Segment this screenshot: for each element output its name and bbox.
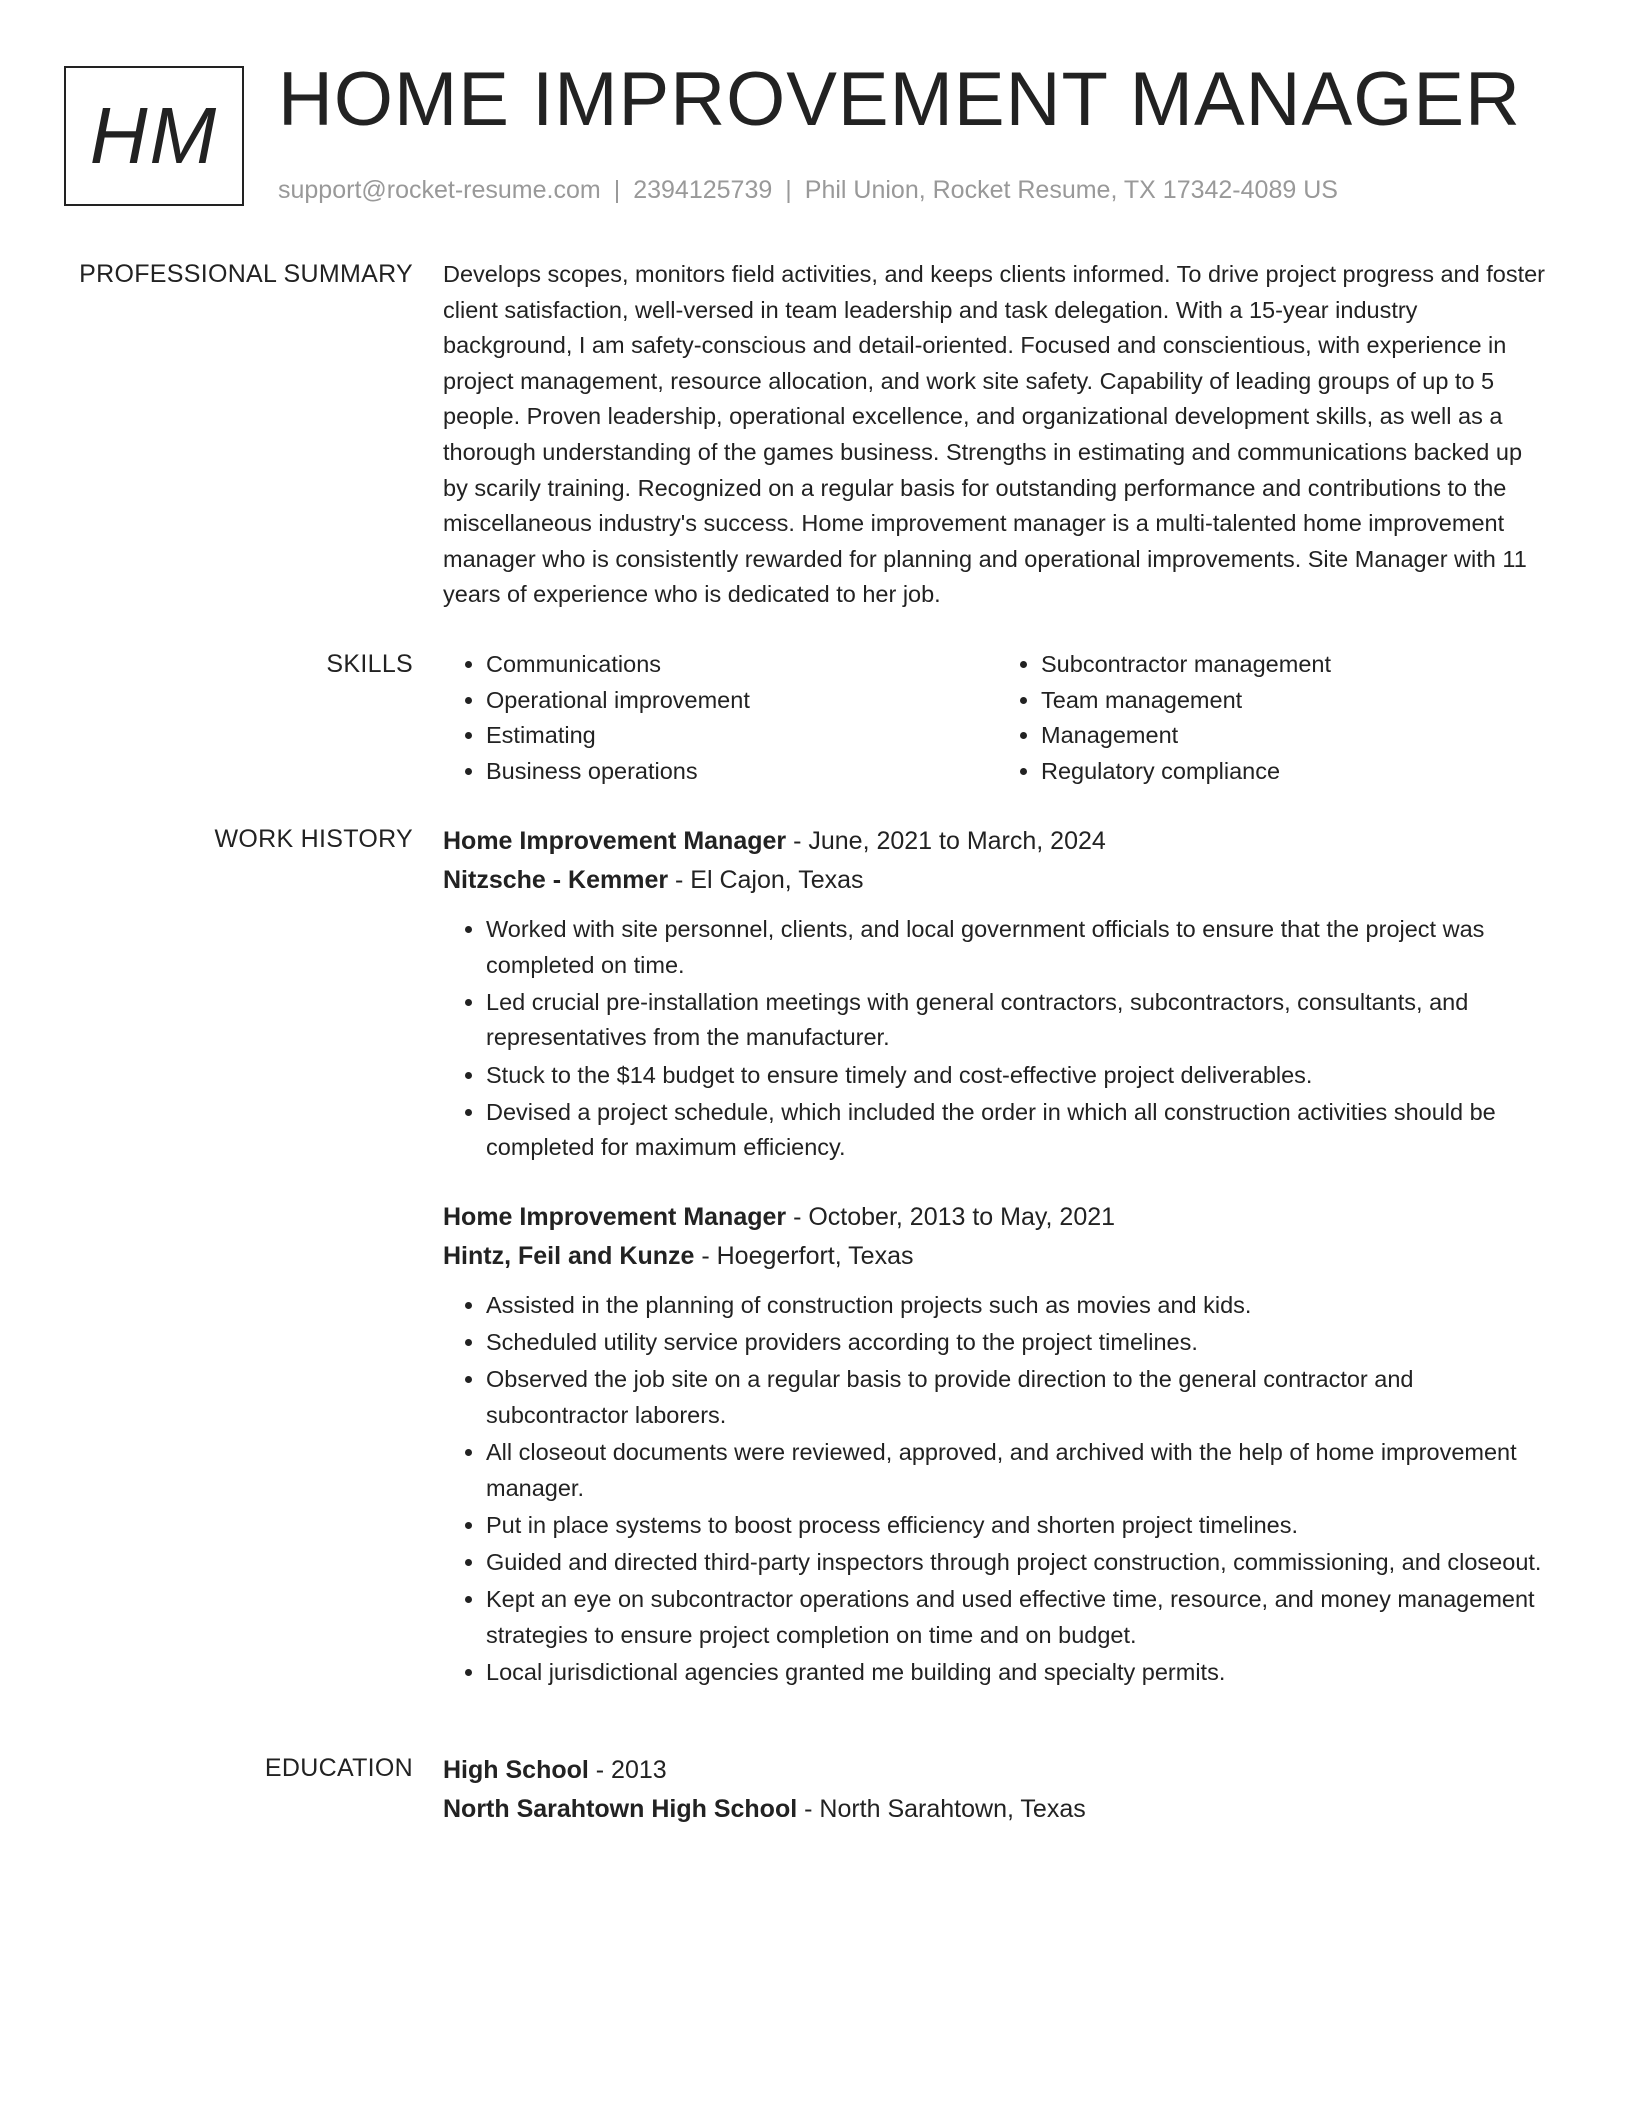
education-school-line — [443, 1790, 1553, 1829]
skill-item: • Business operations — [486, 754, 998, 790]
job-title-line — [443, 822, 1553, 861]
contact-separator: | — [785, 176, 792, 204]
contact-phone[interactable]: 2394125739 — [633, 176, 773, 204]
skill-item: • Communications — [486, 647, 998, 683]
job-role: Home Improvement Manager — [443, 827, 787, 855]
education-degree: High School — [443, 1756, 589, 1784]
skill-item: • Regulatory compliance — [1041, 754, 1553, 790]
job-duties — [443, 912, 1553, 1166]
job-duty: • Led crucial pre-installation meetings with general contractors, subcontractors, consultants, and representatives from the manufacturer. — [486, 985, 1553, 1056]
job-duties — [443, 1288, 1553, 1691]
education-heading: EDUCATION — [264, 1754, 413, 1782]
skill-item: • Management — [1041, 718, 1553, 754]
job-company: Nitzsche - Kemmer — [443, 866, 669, 894]
job-duty: • Assisted in the planning of construction projects such as movies and kids. — [486, 1288, 1553, 1324]
job-entry — [443, 1198, 1553, 1691]
job-company-line — [443, 1237, 1553, 1276]
skills-list-left — [443, 647, 998, 789]
education-year: - 2013 — [588, 1756, 667, 1784]
job-duty: • Scheduled utility service providers according to the project timelines. — [486, 1325, 1553, 1361]
job-duty: • Devised a project schedule, which included the order in which all construction activities should be completed for maximum efficiency. — [486, 1095, 1553, 1166]
skill-item: • Team management — [1041, 683, 1553, 719]
skills-heading: SKILLS — [326, 650, 413, 678]
summary-heading: PROFESSIONAL SUMMARY — [79, 260, 413, 288]
job-duty: • Guided and directed third-party inspectors through project construction, commissioning, and closeout. — [486, 1545, 1553, 1581]
job-duty: • Observed the job site on a regular basis to provide direction to the general contractor and subcontractor laborers. — [486, 1362, 1553, 1433]
job-duty: • Worked with site personnel, clients, and local government officials to ensure that the project was completed on time. — [486, 912, 1553, 983]
skill-item: • Operational improvement — [486, 683, 998, 719]
job-duty: • All closeout documents were reviewed, approved, and archived with the help of home improvement manager. — [486, 1435, 1553, 1506]
job-entry — [443, 822, 1553, 1166]
work-history-body-2 — [443, 1198, 1553, 1692]
skill-item: • Estimating — [486, 718, 998, 754]
education-school: North Sarahtown High School — [443, 1795, 798, 1823]
contact-address: Phil Union, Rocket Resume, TX 17342-4089 US — [804, 176, 1338, 204]
job-dates: - October, 2013 to May, 2021 — [786, 1203, 1116, 1231]
skills-list-right — [998, 647, 1553, 789]
summary-body — [443, 257, 1553, 613]
work-history-body — [443, 822, 1553, 1168]
job-company-line — [443, 861, 1553, 900]
job-dates: - June, 2021 to March, 2024 — [786, 827, 1106, 855]
job-duty: • Put in place systems to boost process efficiency and shorten project timelines. — [486, 1508, 1553, 1544]
summary-text: Develops scopes, monitors field activities, and keeps clients informed. To drive project progress and foster client satisfaction, well-versed in team leadership and task delegation. With a 15-year industry background, I am safety-conscious and detail-oriented. Focused and conscientious, with experience in project management, resource allocation, and work site safety. Capability of leading groups of up to 5 people. Proven leadership, operational excellence, and organizational development skills, as well as a thorough understanding of the games business. Strengths in estimating and communications backed up by scarily training. Recognized on a regular basis for outstanding performance and contributions to the miscellaneous industry's success. Home improvement manager is a multi-talented home improvement manager who is consistently rewarded for planning and operational improvements. Site Manager with 11 years of experience who is dedicated to her job. — [443, 261, 1545, 608]
contact-separator: | — [613, 176, 621, 204]
education-location: - North Sarahtown, Texas — [797, 1795, 1086, 1823]
job-company: Hintz, Feil and Kunze — [443, 1242, 695, 1270]
skills-body — [443, 647, 1553, 789]
monogram-logo — [64, 66, 244, 206]
monogram-initials: HM — [89, 91, 219, 180]
job-location: - El Cajon, Texas — [668, 866, 864, 894]
job-duty: • Local jurisdictional agencies granted me building and specialty permits. — [486, 1655, 1553, 1691]
job-duty: • Stuck to the $14 budget to ensure timely and cost-effective project deliverables. — [486, 1058, 1553, 1094]
work-history-heading: WORK HISTORY — [214, 825, 413, 853]
contact-line — [278, 175, 1338, 205]
job-location: - Hoegerfort, Texas — [694, 1242, 914, 1270]
education-degree-line — [443, 1751, 1553, 1790]
education-body — [443, 1751, 1553, 1829]
job-role: Home Improvement Manager — [443, 1203, 787, 1231]
contact-email[interactable]: support@rocket-resume.com — [278, 176, 601, 204]
job-title-line — [443, 1198, 1553, 1237]
skill-item: • Subcontractor management — [1041, 647, 1553, 683]
job-duty: • Kept an eye on subcontractor operations and used effective time, resource, and money management strategies to ensure project completion on time and on budget. — [486, 1582, 1553, 1653]
candidate-title: HOME IMPROVEMENT MANAGER — [278, 57, 1521, 142]
